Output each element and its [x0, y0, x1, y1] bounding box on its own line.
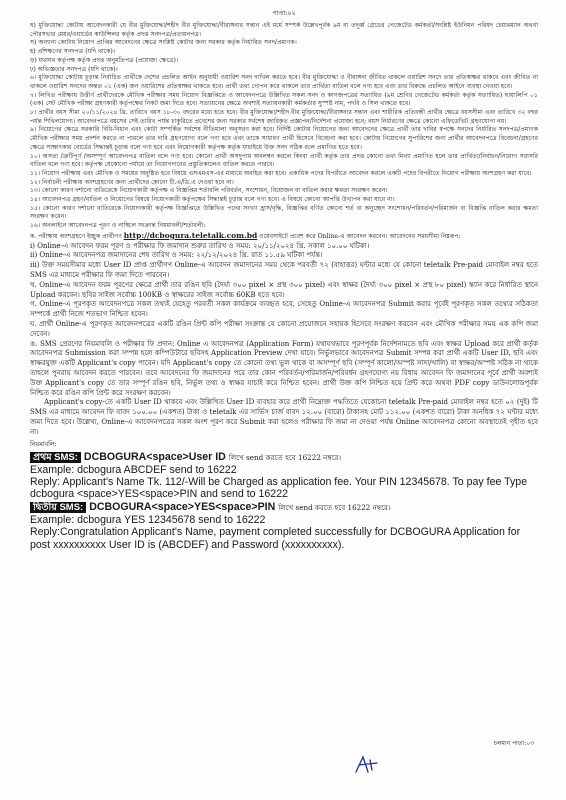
second-sms-line — [30, 501, 538, 514]
signature — [352, 754, 382, 776]
online-schedule-end: ii) Online-এ আবেদনপত্র জমাদানের শেষ তারিখ ও সময়: ২২/১২/২০২৪ খ্রি. রাত ১১.৫৯ ঘটিকা পর্যন্ত। — [30, 251, 323, 260]
submit-check-rule: গ. Online-এ পূরণকৃত আবেদনপত্রে সকল তথ্যই যেহেতু পরবর্তী সকল কার্যক্রমে ব্যবহৃত হবে, সেহেতু Online-এ আবেদনপত্র Submit করার পূর্বেই পূরণকৃত সকল তথ্যের সঠিকতা সম্পর্কে প্রার্থী নিজে শতভাগ নিশ্চিত হবেন। — [30, 300, 538, 319]
paragraph: ১৩। কোনো কারণ দর্শানো ব্যতিরেকে নিয়োগকারী কর্তৃপক্ষ এ বিজ্ঞপ্তির শর্তাবলি পরিবর্তন, সংশোধন, বিয়োজন বা বাতিল করার ক্ষমতা সংরক্ষণ করেন। — [30, 187, 388, 195]
second-sms-example: Example: dcbogura YES 12345678 send to 16222 — [30, 514, 266, 526]
paragraph: ৬। মুক্তিযোদ্ধা কোটায় চূড়ান্ত নির্বাচিত প্রার্থীকে দেশের প্রচলিত আইন অনুযায়ী ওয়ারিশ সনদ দাখিল করতে হবে। বীর মুক্তিযোদ্ধা ও বীরাঙ্গনা জীবিত থাকলে ওয়ারিশ সনদে তার প্রতিস্বাক্ষর থাকবে এবং জীবিত না থাকলে ওয়ারিশ সনদের অন্তত ০১ (এক) জন ওয়ারিশের প্রতিস্বাক্ষর থাকতে হবে। প্রার্থী তথ্য গোপন করে থাকলে তার প্রার্থিতা বাতিল বলে গণ্য হবে এবং তার বিরুদ্ধে প্রচলিত আইনে ব্যবস্থা নেওয়া হবে। — [30, 74, 538, 90]
sms-payment-rule: ঙ. SMS প্রেরণের নিয়মাবলি ও পরীক্ষার ফি প্রদান: Online এ আবেদনপত্র (Application Form) যথাযথভাবে পূরণপূর্বক নির্দেশনামতে ছবি এবং স্বাক্ষর Upload করে প্রার্থী কর্তৃক আবেদনপত্র Submission করা সম্পন্ন হলে কম্পিউটারে ছবিসহ Application Preview দেখা যাবে। নির্ভুলভাবে আবেদনপত্র Submit সম্পন্ন করা প্রার্থী একটি User ID, ছবি এবং স্বাক্ষরযুক্ত একটি Applicant's copy পাবেন। যদি Applicant's copy তে কোনো তথ্য ভুল থাকে বা অসম্পূর্ণ ছবি (সম্পূর্ণ কালো/অস্পষ্ট সাদা/খালি) বা স্বাক্ষর/অস্পষ্ট সঠিক না থাকে তাহলে পুনরায় আবেদন করতে পারবেন। তবে আবেদনের ফি জমাদানের পরে তার কোন পরিবর্তন/পরিমার্জন/পরিবর্ধন গ্রহণযোগ্য নয় বিধায় আবেদন ফি জমাদানের পূর্বে প্রার্থী অবশ্যই উক্ত Applicant's copy তে তার সম্পূর্ণ রঙিন ছবি, নির্ভুল তথ্য ও স্বাক্ষর যাচাই করে নিশ্চিত হবেন। প্রার্থী উক্ত কপি নিশ্চিত হয়ে প্রিন্ট করে অথবা PDF copy ডাউনলোডপূর্বক নিশ্চিত করে রঙিন কপি প্রিন্ট করে সংরক্ষণ করবেন। — [30, 339, 538, 397]
photo-upload-rule: খ. Online-এ আবেদন ফরম পূরণের ক্ষেত্রে প্রার্থী তার রঙিন ছবি (দৈর্ঘ্য ৩০০ pixel × প্রস্থ ৩০০ pixel) এবং স্বাক্ষর (দৈর্ঘ্য ৩০০ pixel × প্রস্থ ৮০ pixel) স্ক্যান করে নির্ধারিত স্থানে Upload করবেন। ছবির সাইজ সর্বোচ্চ 100KB ও স্বাক্ষরের সাইজ সর্বোচ্চ 60KB হতে হবে। — [30, 280, 538, 299]
online-intro — [30, 232, 538, 242]
paragraph: ষ) মুক্তিযোদ্ধা কোটায় আবেদনকারী যে বীর মুক্তিযোদ্ধা/শহীদ বীর মুক্তিযোদ্ধা/বীরাঙ্গনার সন্তান এই মর্মে সম্পর্ক উল্লেখপূর্বক ৯ম বা তদূর্ধ্ব গ্রেডের গেজেটেড কর্মকর্তা/সংশ্লিষ্ট ইউনিয়ন পরিষদ চেয়ারম্যান অথবা পৌরসভার মেয়র/ওয়ার্ডের কাউন্সিলর কর্তৃক প্রদত্ত সনদপত্র/প্রত্যয়নপত্র। — [30, 22, 538, 38]
paragraph: ১৪। আবেদনপত্র গ্রহণ/বাতিল ও নিয়োগের বিষয়ে নিয়োগকারী কর্তৃপক্ষের সিদ্ধান্তই চূড়ান্ত বলে গণ্য হবে। এ বিষয়ে কোনো আপত্তি উত্থাপন করা যাবে না। — [30, 196, 395, 204]
first-sms-format: DCBOGURA<space>User ID — [83, 450, 226, 463]
paragraph: হ) প্রশিক্ষণের সনদপত্র (যদি থাকে)। — [30, 48, 115, 56]
second-sms-reply: Reply:Congratulation Applicant's Name, payment completed successfully for DCBOGURA Application for post xxxxxxxxxx User ID is (ABCDEF) and Password (xxxxxxxxxx). — [30, 526, 521, 551]
continued-note: চলমান পাতা:০৩ — [493, 740, 534, 747]
website-link[interactable]: http://dcbogura.teletalk.com.bd — [123, 230, 258, 240]
paragraph: ৮। প্রার্থীর বয়স সীমা ২০/১১/২০২৪ খ্রি. তারিখে বয়স ১৮-৩০ বছরের মধ্যে হতে হবে। বীর মুক্তিযোদ্ধা/শহীদ বীর মুক্তিযোদ্ধা/বীরাঙ্গনার সন্তান এবং শারীরিক প্রতিবন্ধী প্রার্থীর ক্ষেত্রে বয়সসীমা এবং তারিখে ৩২ বছর পর্যন্ত শিথিলযোগ্য। আবেদনপত্রে বয়সের সেই তারিখ পর্যন্ত চাকুরিতে প্রবেশের জন্য সরকার সর্বশেষ জারিকৃত প্রজ্ঞাপন/নির্দেশনা প্রযোজ্য হবে; বয়স নির্ধারণের ক্ষেত্রে কোনো এফিডেভিট গ্রহণযোগ্য নয়। — [30, 109, 538, 125]
first-sms-reply: Reply: Applicant's Name Tk. 112/-Will be Charged as application fee. Your PIN 12345678. To pay fee Type dcbogura <space>YES<space>PIN and send to 16222 — [30, 476, 528, 501]
print-copy-rule: ঘ. প্রার্থী Online-এ পূরণকৃত আবেদনপত্রের একটি রঙিন প্রিন্ট কপি পরীক্ষা সংক্রান্ত যে কোনো প্রয়োজনে সহায়ক হিসেবে সংরক্ষণ করবেন এবং মৌখিক পরীক্ষার সময় এক কপি জমা দেবেন। — [30, 319, 538, 338]
fee-paragraph: Applicant's copy-তে একটি User ID থাকবে এবং উল্লিখিত User ID ব্যবহার করে প্রার্থী নিম্নোক্ত পদ্ধতিতে যেকোনো teletalk Pre-paid মোবাইল নম্বর হতে ০২ (দুই) টি SMS এর মাধ্যমে আবেদন ফি বাবদ ১০০.০০ (একশত) টাকা ও teletalk এর সার্ভিস চার্জ বাবদ ১২.০০ (বারো) টাকাসহ মোট ১১২.০০ (একশত বারো) টাকা অনধিক ৭২ ঘন্টার মধ্যে জমা দিতে হবে। উল্লেখ্য, Online-এ আবেদনপত্রের সকল অংশ পূরণ করে Submit করা হলেও পরীক্ষার ফি জমা না দেওয়া পর্যন্ত Online আবেদনপত্র কোনো অবস্থাতেই গৃহীত হবে না। — [30, 398, 538, 436]
second-sms-tag: দ্বিতীয় SMS: — [30, 502, 86, 513]
first-sms-tag: প্রথম SMS: — [30, 452, 81, 463]
first-sms-example: Example: dcbogura ABCDEF send to 16222 — [30, 463, 237, 476]
paragraph: ১৬। অনলাইনে আবেদনপত্র পূরণ ও নাম্বিলে সংক্রান্ত নিয়মাবলী/শর্তাবলী: — [30, 222, 206, 230]
online-intro-lead: ক. পরীক্ষায় অংশগ্রহণে ইচ্ছুক প্রার্থীগণ — [30, 232, 122, 240]
paragraph: ১১। নিয়োগ পরীক্ষায় এবং মৌখিক ও সময়ের অনুষ্ঠিত হবে বিষয়ে এসএমএস-এর মাধ্যমে অবহিত করা হবে। একাধিক পদের বিপরীতে আবেদন করলে একটি পদের বিপরীতে নিয়োগ পরীক্ষায় অংশগ্রহণ করা যাবে। — [30, 169, 532, 177]
first-sms-instruction: লিখে send করতে হবে 16222 নম্বরে। — [228, 452, 342, 462]
rules-heading: নিয়মাবলি: — [30, 440, 57, 448]
paragraph: ১২। নির্বাচনী পরীক্ষায় অংশগ্রহণের জন্য প্রার্থীদের কোনো টি.এ/ডি.এ দেওয়া হবে না। — [30, 178, 234, 186]
online-user-id-note: iii) উক্ত সময়সীমার মধ্যে User ID প্রাপ্ত প্রার্থীগণ Online-এ আবেদন জমাদানের সময় থেকে পরবর্তী ৭২ (বাহাত্তর) ঘন্টার মধ্যে যে কোনো teletalk Pre-paid মোবাইল নম্বর হতে SMS এর মাধ্যমে পরীক্ষার ফি জমা দিতে পারবেন। — [30, 261, 538, 279]
paragraph: স) অন্যান্য কোটায় নিয়োগ প্রাপ্তির আবেদনের ক্ষেত্রে সংশ্লিষ্ট কোটার জন্য সরকার কর্তৃক নির্ধারিত সনদ/প্রমাণক। — [30, 39, 297, 47]
online-schedule-start: i) Online-এ আবেদন ফরম পূরণ ও পরীক্ষার ফি জমাদান শুরুর তারিখ ও সময়: ২০/১১/২০২৪ খ্রি. সকাল ১০.০০ ঘটিকা। — [30, 241, 370, 250]
page-number: পাতা:০২ — [272, 9, 296, 17]
second-sms-format: DCBOGURA<space>YES<space>PIN — [89, 500, 276, 513]
sms-instructions — [30, 451, 538, 551]
second-sms-instruction: লিখে send করতে হবে 16222 নম্বরে। — [278, 502, 391, 512]
paragraph: ঢ়) অভিজ্ঞতার সনদপত্র (যদি থাকে)। — [30, 65, 118, 73]
paragraph: ১৫। কোনো কারণ দর্শানো ব্যতিরেকে নিয়োগকারী কর্তৃপক্ষ বিজ্ঞপ্তিতে উল্লিখিত পদের সংখ্যা হ্রাস/বৃদ্ধি, বিজ্ঞপ্তির বর্ণিত কোনো শর্ত বা অনুচ্ছেদ সংশোধন/পরিবর্তন/পরিমার্জন বা বিজ্ঞপ্তি বাতিল করার ক্ষমতা সংরক্ষণ করেন। — [30, 204, 538, 221]
first-sms-line — [30, 451, 538, 464]
online-intro-tail: ওয়েবসাইটে প্রবেশ করে Online-এ আবেদন করবেন। আবেদনের সময়সীমা নিম্নরূপ: — [259, 232, 461, 240]
paragraph: ৯। নিয়োগের ক্ষেত্রে সরকারি বিধি-বিধান এবং কোটা সম্পর্কিত সর্বশেষ নীতিমালা অনুসরণ করা হবে। নির্দিষ্ট কোটায় নিয়োগের জন্য আবেদনের ক্ষেত্রে প্রার্থী তার দাবির স্বপক্ষে সনদের নির্ধারিত সনদপত্র/প্রমাণক মৌখিক পরীক্ষার সময় প্রদর্শন করতে না পারলে তার দাবি গ্রহণযোগ্য বলে গণ্য হবে এবং তাকে সাধারণ প্রার্থী হিসেবে বিবেচনা করা হবে। কোটায় নিয়োগের সুপারিশের জন্য প্রার্থীর আবেদনপত্রে বিবেচনা/গ্রহণের ক্ষেত্রে সাক্ষাৎকার বোর্ডের সিদ্ধান্তই চূড়ান্ত বলে গণ্য হবে এবং নিয়োগকারী কর্তৃপক্ষ কর্তৃক যাচাইয়ে উক্ত সনদ সঠিক বলে প্রমাণিত হতে হবে। — [30, 126, 538, 151]
paragraph: ১০। অসত্য /ত্রুটিপূর্ণ /অসম্পূর্ণ আবেদনপত্র বাতিল বলে গণ্য হবে। কোনো প্রার্থী অসদুপায় অবলম্বন করলে কিংবা প্রার্থী কর্তৃক তার প্রদত্ত কোনো তথ্য মিথ্যা প্রমাণিত হলে তার প্রার্থিতা/নির্বাচন/নিয়োগ সরাসরি বাতিল বলে গণ্য হবে। কর্তৃপক্ষ যেকোনো পর্যায়ে তা নিয়োগদানের প্রস্তুতিকালেও বাতিল করতে পারবে। — [30, 152, 538, 169]
paragraph: ড়) যথাযথ কর্তৃপক্ষ কর্তৃক প্রদত্ত অনুমতিপত্র (প্রযোজ্য ক্ষেত্রে)। — [30, 56, 179, 64]
paragraph: ৭। লিখিত পরীক্ষায় উত্তীর্ণ প্রার্থীদেরকে মৌখিক পরীক্ষার সময় নিয়োগ বিজ্ঞপ্তিতে ও আবেদনপত্রে উল্লিখিত সকল সনদ ও কাগজপত্রের সত্যায়িত (৯ম শ্রেণির গেজেটেড কর্মকর্তা কর্তৃক সত্যায়িত) ছায়ালিপি ০১ (এক) সেট মৌখিক পরীক্ষা গ্রহণকারী কর্তৃপক্ষের নিকট জমা দিতে হবে। সত্যায়নের ক্ষেত্রে অবশ্যই সত্যায়নকারী কর্মকর্তার সুস্পষ্ট নাম, পদবি ও সিল থাকতে হবে। — [30, 91, 538, 108]
